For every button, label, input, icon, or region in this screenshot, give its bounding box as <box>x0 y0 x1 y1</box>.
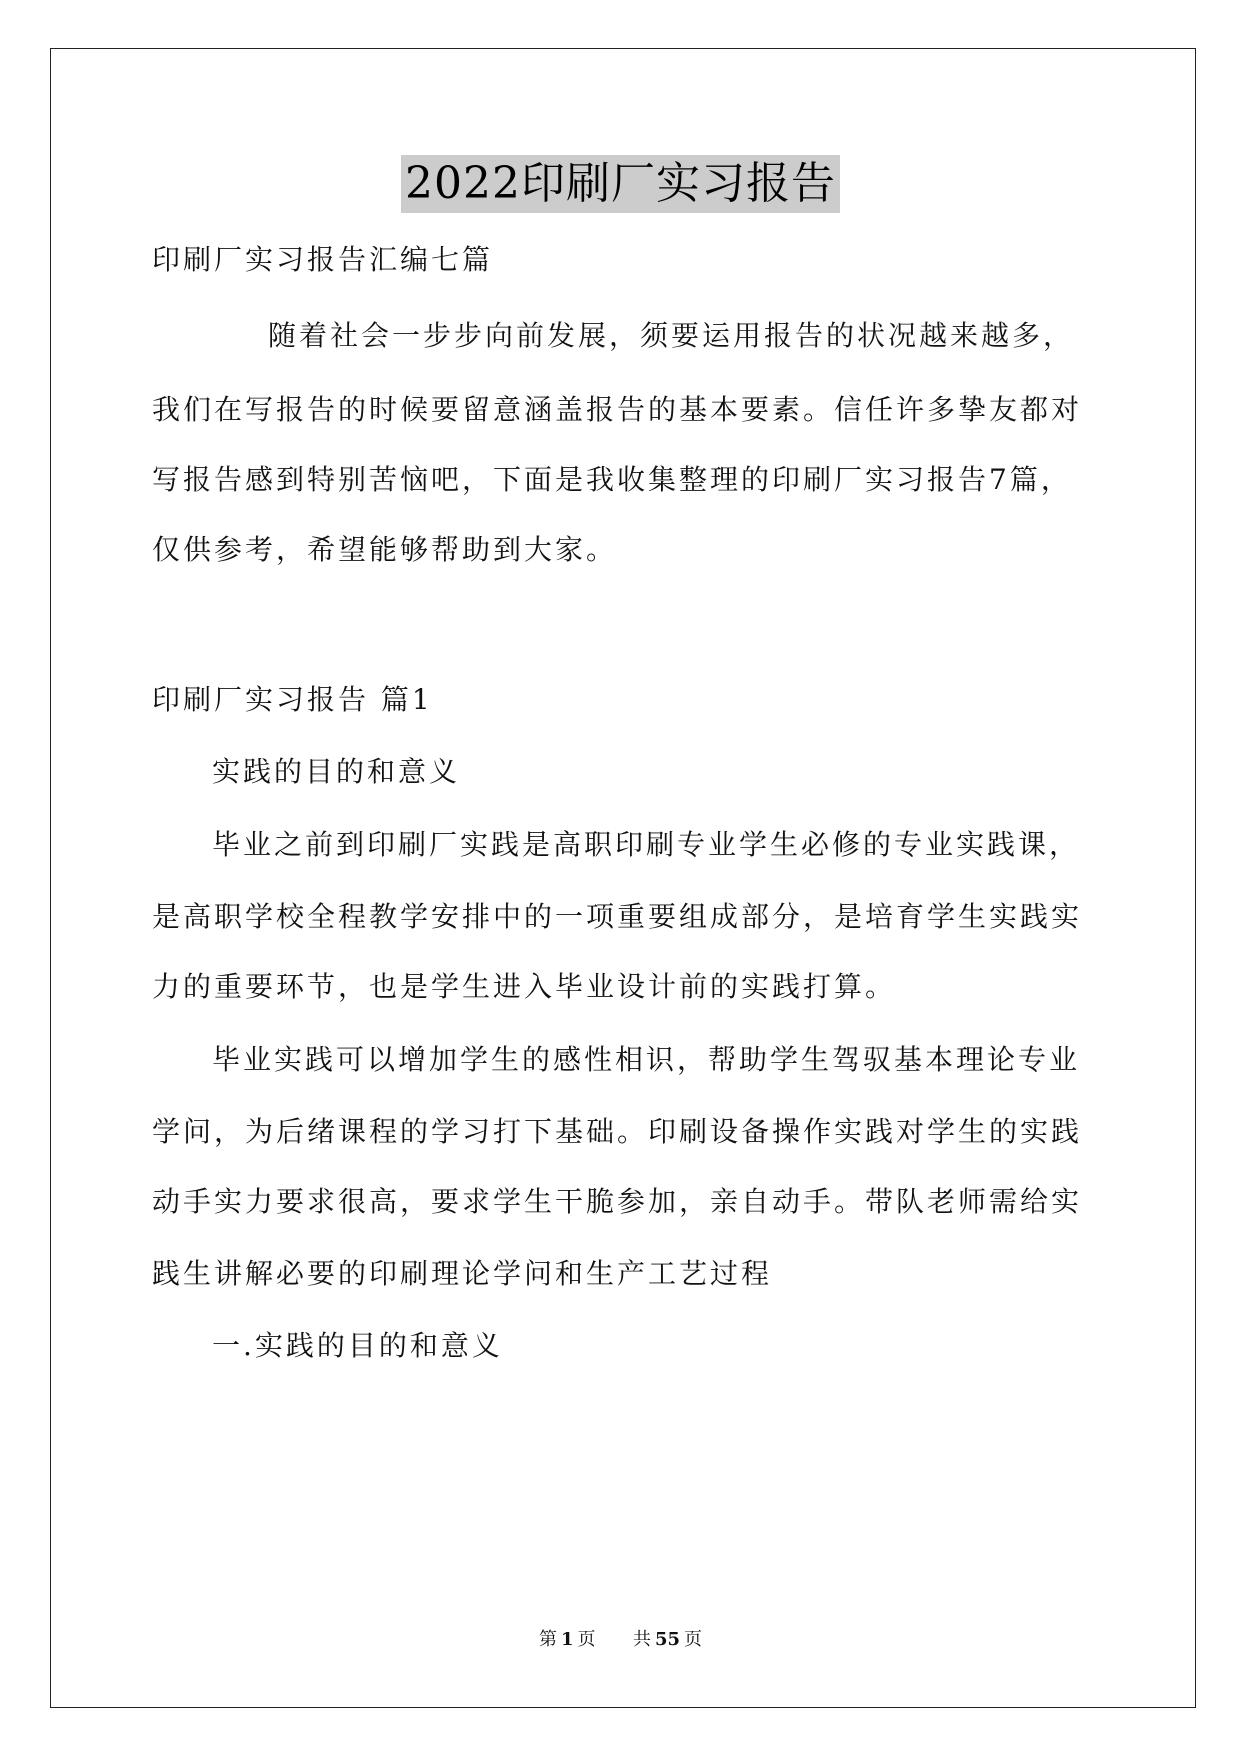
paragraph-line: 学问，为后绪课程的学习打下基础。印刷设备操作实践对学生的实践 <box>152 1115 1083 1148</box>
document-title: 2022印刷厂实习报告 <box>401 155 840 213</box>
page-number: 1 <box>560 1629 574 1650</box>
section-heading: 印刷厂实习报告 篇1 <box>152 683 433 716</box>
page-border <box>50 48 1196 1708</box>
paragraph-line: 力的重要环节，也是学生进入毕业设计前的实践打算。 <box>152 970 897 1003</box>
paragraph-line: 毕业之前到印刷厂实践是高职印刷专业学生必修的专业实践课， <box>212 828 1081 861</box>
intro-line: 仅供参考，希望能够帮助到大家。 <box>152 533 618 566</box>
paragraph-line: 毕业实践可以增加学生的感性相识，帮助学生驾驭基本理论专业 <box>212 1043 1081 1076</box>
intro-line: 我们在写报告的时候要留意涵盖报告的基本要素。信任许多挚友都对 <box>152 393 1083 426</box>
total-suffix: 页 <box>684 1629 703 1650</box>
page-suffix: 页 <box>577 1629 596 1650</box>
total-prefix: 共 <box>632 1629 651 1650</box>
intro-line: 随着社会一步步向前发展，须要运用报告的状况越来越多， <box>268 319 1075 352</box>
paragraph-line: 是高职学校全程教学安排中的一项重要组成部分，是培育学生实践实 <box>152 900 1083 933</box>
page-footer <box>0 1628 1241 1652</box>
title-container <box>0 155 1241 213</box>
list-heading: 一.实践的目的和意义 <box>212 1329 503 1362</box>
document-subtitle: 印刷厂实习报告汇编七篇 <box>152 243 494 276</box>
intro-line: 写报告感到特别苦恼吧，下面是我收集整理的印刷厂实习报告7篇， <box>152 463 1072 496</box>
page-prefix: 第 <box>538 1629 557 1650</box>
sub-heading: 实践的目的和意义 <box>212 755 461 788</box>
paragraph-line: 践生讲解必要的印刷理论学问和生产工艺过程 <box>152 1257 773 1290</box>
total-pages: 55 <box>654 1629 681 1650</box>
paragraph-line: 动手实力要求很高，要求学生干脆参加，亲自动手。带队老师需给实 <box>152 1185 1083 1218</box>
